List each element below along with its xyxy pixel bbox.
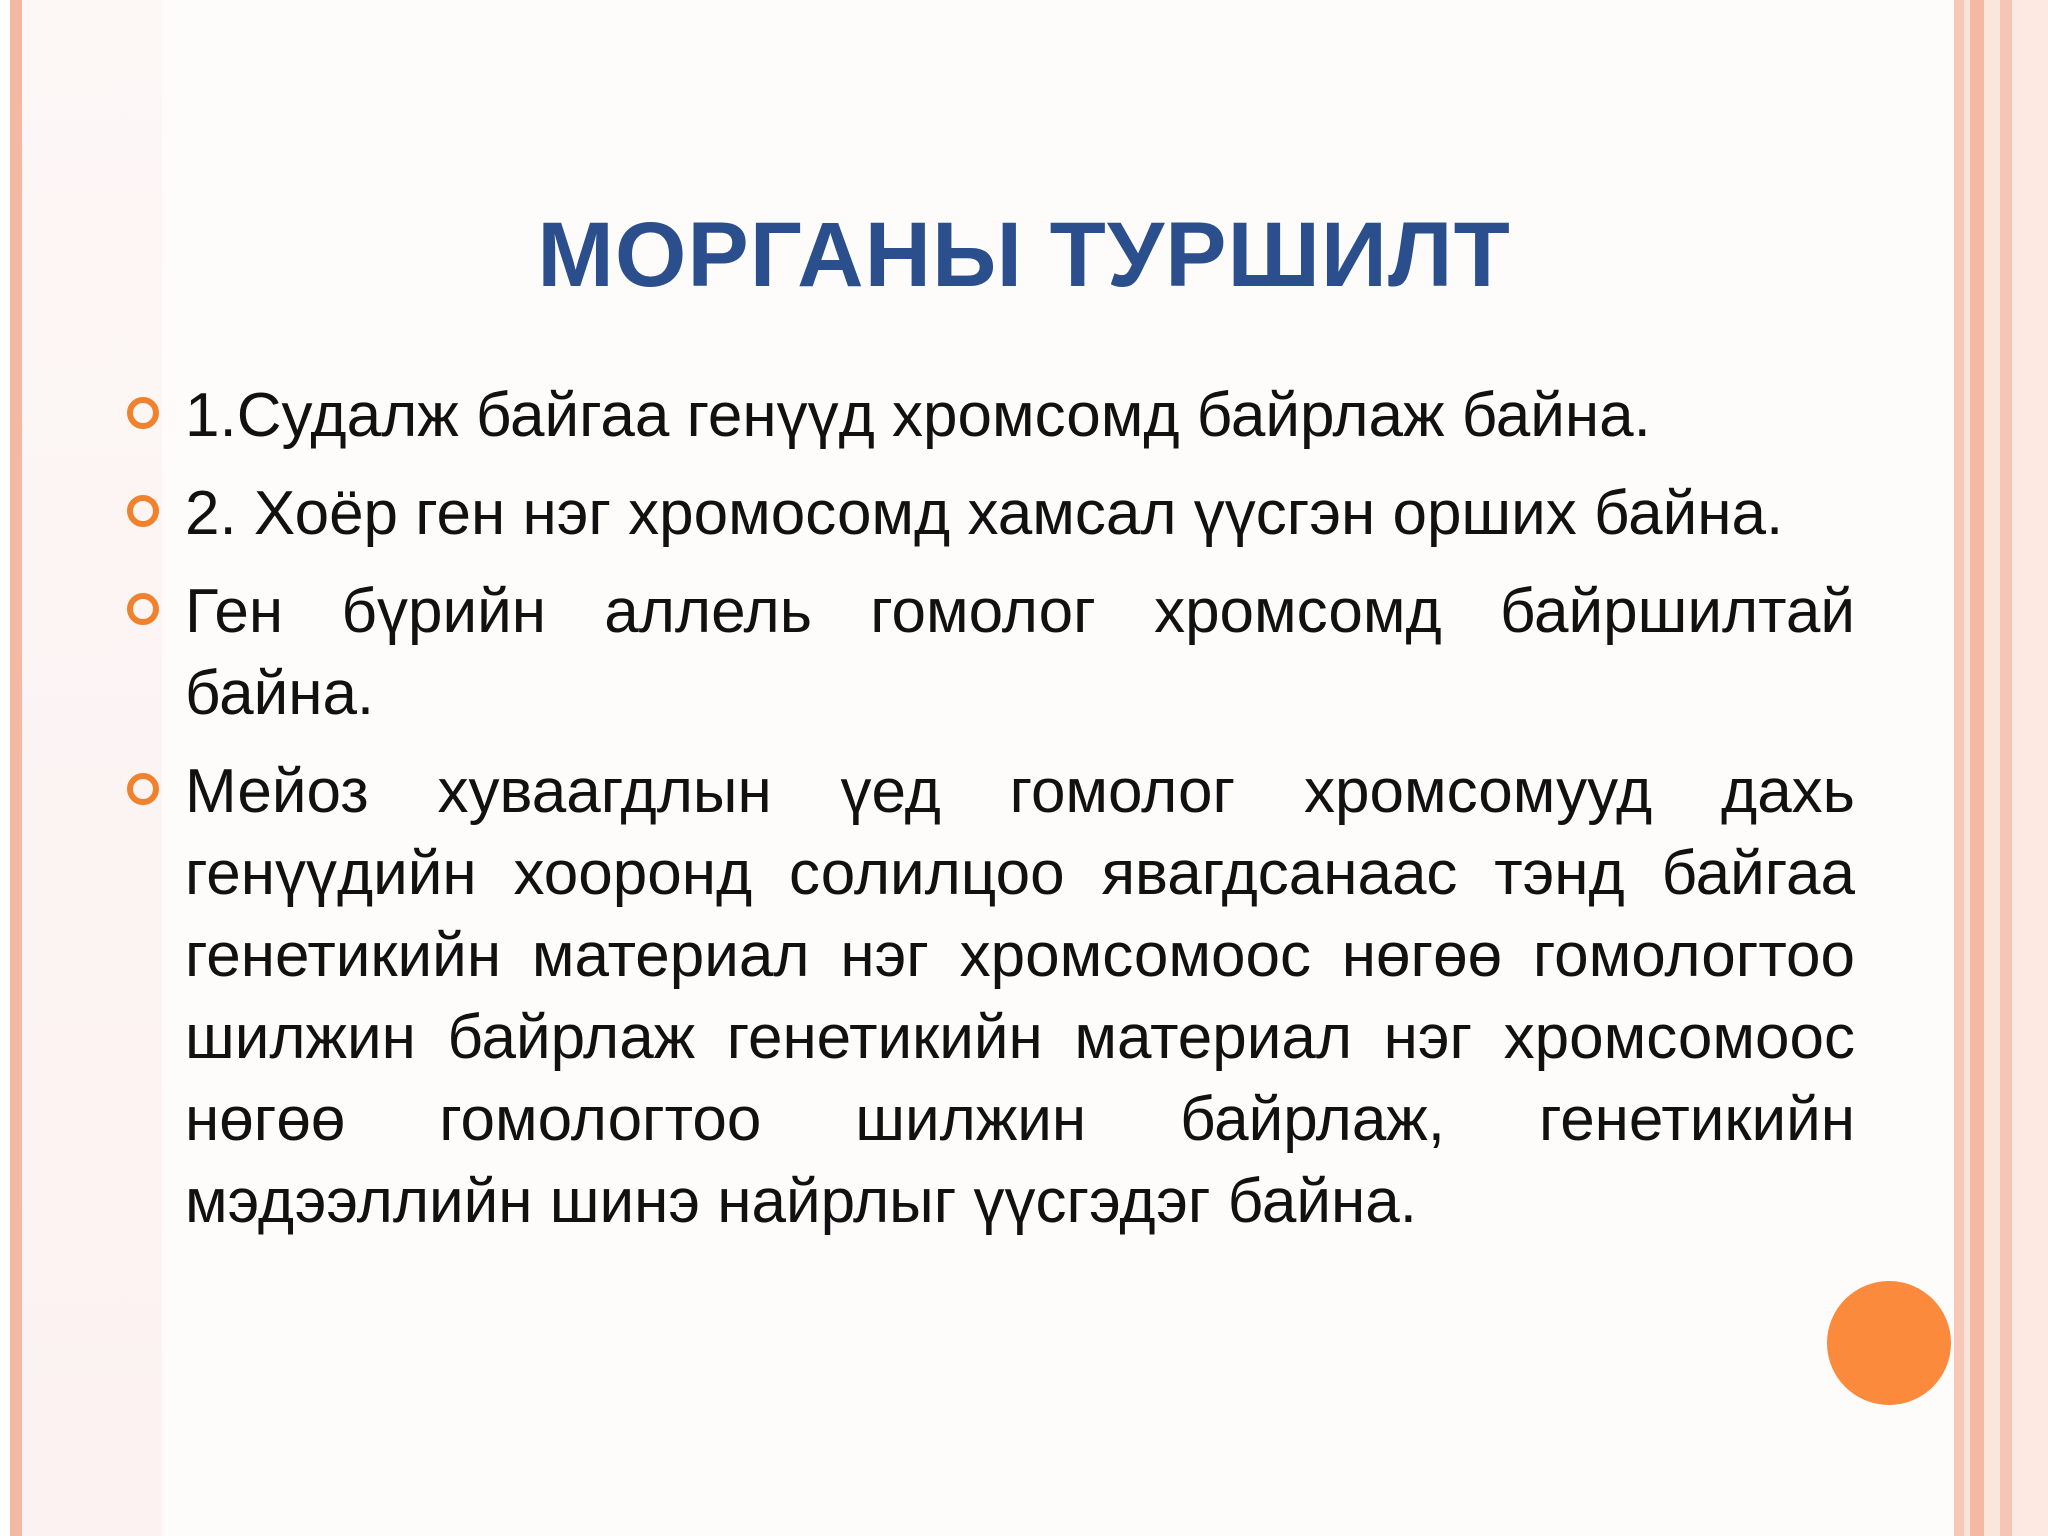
orange-circle-decoration <box>1827 1281 1951 1405</box>
ring-bullet-icon <box>127 495 159 527</box>
bullet-text: 2. Хоёр ген нэг хромосомд хамсал үүсгэн орших байна. <box>185 479 1784 548</box>
bullet-text: 1.Судалж байгаа генүүд хромсомд байрлаж байна. <box>185 381 1651 450</box>
ring-bullet-icon <box>127 773 159 805</box>
bullet-item <box>185 751 1855 1243</box>
bullet-list <box>185 375 1855 1259</box>
bullet-item <box>185 375 1855 457</box>
slide-title: МОРГАНЫ ТУРШИЛТ <box>537 204 1511 306</box>
bullet-text: Ген бүрийн аллель гомолог хромсомд байршилтай байна. <box>185 577 1855 728</box>
bullet-text: Мейоз хуваагдлын үед гомолог хромсомууд дахь генүүдийн хооронд солилцоо явагдсанаас тэнд байгаа генетикийн материал нэг хромсомоос нөгөө гомологтоо шилжин байрлаж генетикийн материал нэг хромсомоос нөгөө гомологтоо шилжин байрлаж, генетикийн мэдээллийн шинэ найрлыг үүсгэдэг байна. <box>185 757 1855 1236</box>
bullet-item <box>185 571 1855 735</box>
ring-bullet-icon <box>127 593 159 625</box>
ring-bullet-icon <box>127 397 159 429</box>
bullet-item <box>185 473 1855 555</box>
